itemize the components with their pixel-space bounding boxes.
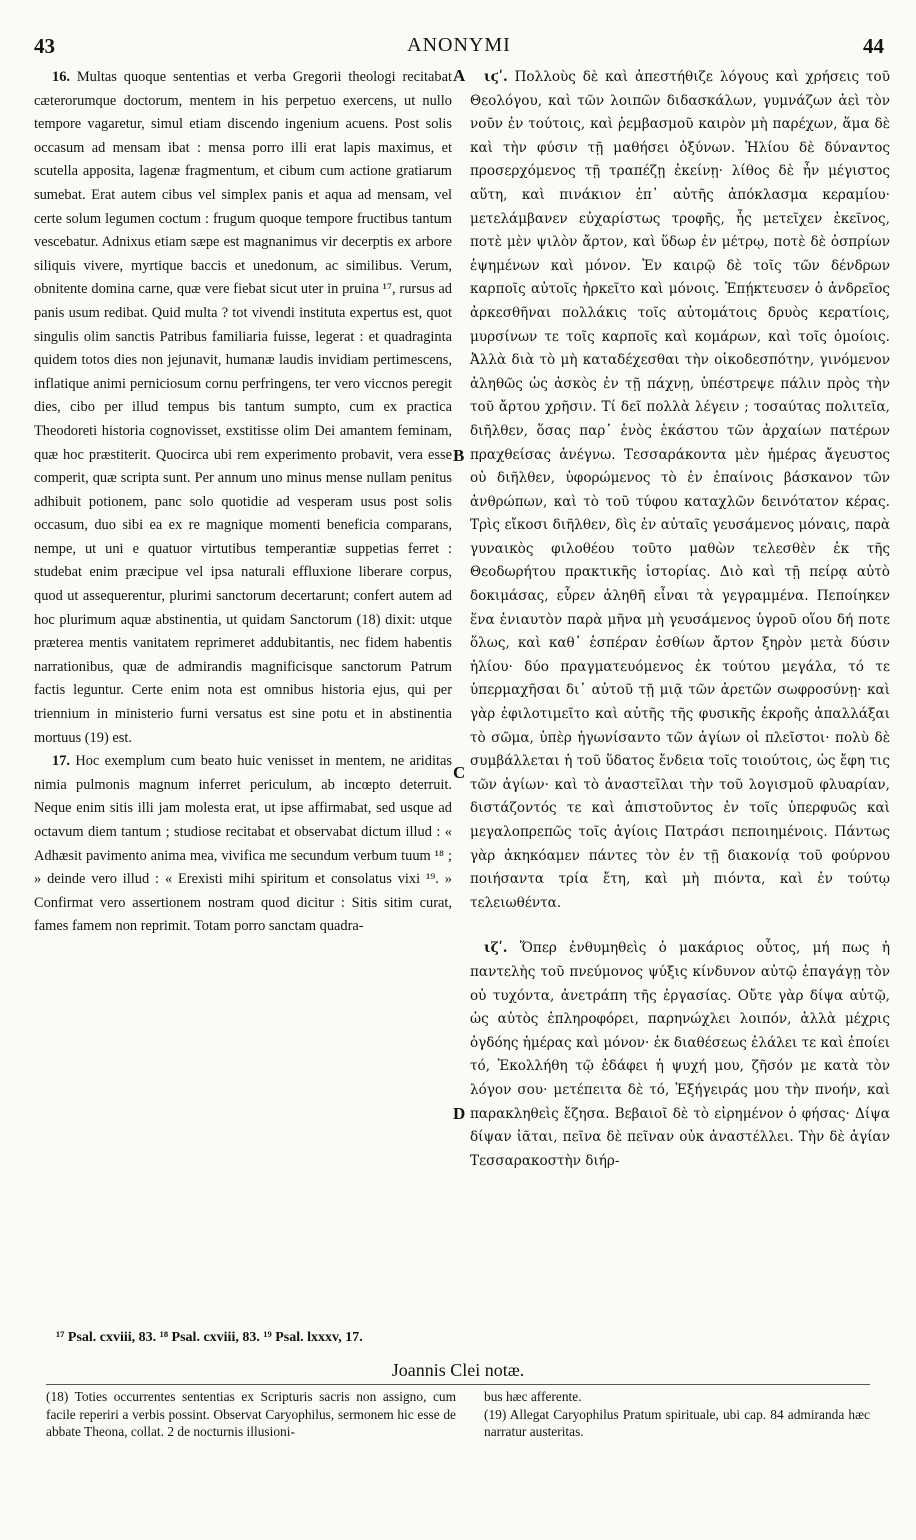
latin-section-number: 16.	[52, 69, 70, 85]
latin-section-17	[34, 750, 452, 939]
page-number-left: 43	[34, 34, 55, 58]
latin-section-number: 17.	[52, 753, 70, 770]
greek-section-number: ιζʹ.	[484, 940, 508, 957]
page-header	[34, 34, 884, 60]
scripture-references: ¹⁷ Psal. cxviii, 83. ¹⁸ Psal. cxviii, 83. ¹⁹ Psal. lxxxv, 17.	[56, 1330, 363, 1345]
margin-letter-a: A	[453, 66, 466, 85]
notes-divider	[46, 1384, 870, 1385]
page-number-right: 44	[863, 34, 884, 58]
note-right-column	[484, 1388, 870, 1441]
greek-section-text: Ὅπερ ἐνθυμηθεὶς ὁ μακάριος οὗτος, μή πως ἡ παντελὴς τοῦ πνεύμονος ψύξις κίνδυνον αὐτῷ ἐπαγάγῃ τὸν οὐ τυχόντα, ἀνετράπη τῆς ἐργασίας. Οὔτε γὰρ δίψα αὐτῷ, ὡς αὐτὸς ἐπληροφόρει, παρηνώχλει λοιπόν, ἀλλὰ μέχρις ὀγδόης ἡμέρας καὶ μόνον· ἐκ διαθέσεως ἐλάλει τε καὶ ἐποίει τό, Ἐκολλήθη τῷ ἐδάφει ἡ ψυχή μου, ζῆσόν με κατὰ τὸν λόγον σου· μετέπειτα δὲ τό, Ἐξήγειράς μου τὴν πνοήν, καὶ παρακληθεὶς ἔζησα. Βεβαιοῖ δὲ τὸ εἰρημένον ὁ φήσας· Δίψα δίψαν ἰᾶται, πεῖνα δὲ πεῖναν οὐκ ἀναστέλλει. Τὴν δὲ ἁγίαν Τεσσαρακοστὴν διήρ-	[470, 940, 890, 1169]
margin-letter-c: C	[453, 763, 466, 782]
greek-section-text: Πολλοὺς δὲ καὶ ἀπεστήθιζε λόγους καὶ χρήσεις τοῦ Θεολόγου, καὶ τῶν λοιπῶν διδασκάλων, γυμνάζων ἀεὶ τὸν νοῦν ἐν τούτοις, καὶ ῥεμβασμοῦ καιρὸν μὴ παρέχων, ἅμα δὲ καὶ τὴν φύσιν τῇ μαθήσει ὀξύνων. Ἡλίου δὲ δύναντος προσερχόμενος τῇ τραπέζῃ ἐκείνῃ· λίθος δὲ ἦν μέγιστος αὕτη, καὶ πινάκιον ἐπ᾽ αὐτῆς ἀπόκλασμα κεραμίου· μετελάμβανεν εὐχαρίστως τροφῆς, ἧς μετεῖχεν ἐκεῖνος, ποτὲ μὲν ψιλὸν ἄρτον, καὶ ὕδωρ ἐν μέτρῳ, ποτὲ δὲ ὀσπρίων ἑψημένων καὶ μόνον. Ἐν καιρῷ δὲ τοῖς τῶν δένδρων καρποῖς αὐτοῖς ἠρκεῖτο καὶ μόνοις. Ἐπῄκτευσεν ὁ ἀνδρεῖος ἀρκεσθῆναι πολλάκις τοῖς αὐτομάτοις δρυὸς κερατίοις, μυρσίνων τε τοῖς καρποῖς καὶ κομάρων, καὶ τοῖς ὁμοίοις. Ἀλλὰ διὰ τὸ μὴ καταδέχεσθαι τὴν οἰκοδεσπότην, γινόμενον ἀληθῶς ὡς ἀσκὸς ἐν τῇ πάχνῃ, ὑπέστρεψε πάλιν πρὸς τὴν τοῦ ἄρτου χρῆσιν. Τί δεῖ πολλὰ λέγειν ; τοσαύτας πολιτεῖα, διῆλθεν, ὅσας παρ᾽ ἑνὸς ἑκάστου τῶν ἀρχαίων πατέρων πραχθείσας ἀνέγνω. Τεσσαράκοντα μὲν ἡμέρας ἄγευστος οὐ διῆλθεν, ὑφορώμενος τὸ ἐν ἐπαίνοις βάσκανον τῶν ἀνθρώπων, καὶ τὸ τοῦ τύφου καταχλῶν δεινότατον κέρας. Τρὶς εἴκοσι διῆλθεν, δὶς ἐν αὐταῖς γευσάμενος μόναις, παρὰ γυναικὸς φιλοθέου τοῦτο μαθὼν τελεσθὲν ἐκ τῆς Θεοδωρήτου πρακτικῆς ἱστορίας. Διὸ καὶ τῇ πείρᾳ αὐτὸ δοκιμάσας, εὗρεν ἀληθῆ εἶναι τὰ γεγραμμένα. Πεποίηκεν ἕνα ἐνιαυτὸν παρὰ μῆνα μὴ γευσάμενος ὑγροῦ οἵου δή ποτε ὅλως, καὶ καθ᾽ ἑσπέραν ἐσθίων ἄρτον ξηρὸν μετὰ δύσιν ἡλίου· δύο πραγματευόμενος ἐκ τούτου μεγάλα, τό τε ὑπερμαχῆσαι δι᾽ αὐτοῦ τῇ μιᾷ τῶν ἀρετῶν σωφροσύνῃ· καὶ γὰρ ἐφιλοτιμεῖτο καὶ αὐτῆς τῆς φυσικῆς ἐκροῆς ἀπαλλάξαι τὸ σῶμα, ὑπὲρ ἠγωνίσαντο τῶν ἁγίων οἱ πλεῖστοι· πολὺ δὲ συμβάλλεται ἡ τοῦ ὕδατος ἔνδεια τοῖς τοιούτοις, ὡς ἔφη τις τῶν ἁγίων· καὶ τὸ ἀναστεῖλαι τὴν τοῦ λογισμοῦ φλυαρίαν, διστάζοντός τε καὶ ἀπιστοῦντος ἐν τοῖς ὑπερφυῶς καὶ μεγαλοπρεπῶς τοῖς ἁγίοις Πατράσι πεποιημένοις. Πάντως γὰρ ἀκηκόαμεν πάντες τὸν ἐν τῇ διακονίᾳ τοῦ φούρνου ποιήσαντα τρία ἔτη, καὶ μὴ πιόντα, καὶ ἐν τούτῳ τελειωθέντα.	[470, 69, 890, 911]
notes-title: Joannis Clei notæ.	[391, 1360, 525, 1380]
running-title: ANONYMI	[407, 34, 511, 56]
greek-column	[470, 66, 890, 1173]
greek-section-number: ιϛʹ.	[484, 69, 508, 85]
note-18-continuation: bus hæc afferente.	[484, 1389, 582, 1404]
margin-letter-d: D	[453, 1104, 466, 1123]
greek-section-17	[470, 937, 890, 1173]
note-18: (18) Toties occurrentes sententias ex Scripturis sacris non assigno, cum facile reperiri a verbis possint. Observat Caryophilus, sermonem hic esse de abbate Theona, collat. 2 de nocturnis illusioni-	[46, 1389, 456, 1439]
latin-section-text: Multas quoque sententias et verba Gregorii theologi recitabat cæterorumque doctorum, mentem in his perpetuo exercens, ut nullo tempore vagaretur, simul etiam discendo ingenium acuens. Post solis occasum ad mensam ibat : mensa porro illi erat lapis maximus, et scutella apposita, lagenæ fragmentum, et cibum cum actione gratiarum sumebat. Erat autem cibus vel simplex panis et aqua ad mensam, vel certe solum legumen coctum : frugum quoque tempore fructibus tantum vescebatur. Adnixus etiam sæpe est magnanimus vir decerptis ex arbore siliquis vivere, myrtique baccis et unedonum, ac similibus. Verum, obnitente domina carne, quæ vere fiebat sicut uter in pruina ¹⁷, rursus ad panis usum redibat. Quid multa ? tot vivendi instituta expertus est, quot singulis olim sanctis Patribus familiaria fuisse, legerat : et quadraginta quidem totos dies non jejunavit, humanæ laudis invidiam pertimescens, inflatique animi perniciosum cornu perfringens, ter vero viccnos peregit dies, cibo per illud tempus bis tantum sumpto, cum ex practica Theodoreti historia cognovisset, exstitisse olim Dei amantem feminam, quæ hoc præstiterit. Quocirca ubi rem experimento probavit, vera esse comperit, quæ scripta sunt. Per annum uno minus mense nullam penitus adhibuit potionem, panc solo quotidie ad vesperam usus post solis occasum, duo sibi ea ex re magnique momenti beneficia comparans, nempe, ut uni e quatuor virtutibus temperantiæ suppetias ferret : studebat enim præcipue vel ipsa naturali effluxione liberare corpus, quod ut assequerentur, plurimi sanctorum decertarunt; confert autem ad hoc plurimum aquæ abstinentia, ut quidam Sanctorum (18) dixit: utque præterea mentis vanitatem reprimeret addubitantis, nec fidem habentis narrationibus, quæ de admirandis magnificisque sanctorum Patrum factis leguntur. Certe enim nota est omnibus historia ejus, qui per triennium in ministerio furni versatus est sine potu et in abstinentia mortuus (19) est.	[34, 69, 452, 746]
note-19: (19) Allegat Caryophilus Pratum spirituale, ubi cap. 84 admiranda hæc narratur austeritas.	[484, 1406, 870, 1439]
latin-section-16	[34, 66, 452, 750]
latin-section-text: Hoc exemplum cum beato huic venisset in mentem, ne ariditas nimia pulmonis magnum inferret periculum, ab incœpto deterruit. Neque enim sitis illi jam molesta erat, ut ipse affirmabat, sed usque ad octavum diem tantum ; studiose recitabat et observabat dictum illud : « Adhæsit pavimento anima mea, vivifica me secundum verbum tuum ¹⁸ ; » deinde vero illud : « Erexisti mihi spiritum et consolatus vixi ¹⁹. » Confirmat vero assertionem nostram quod dicitur : Sitis sitim curat, fames famem non reprimit. Totam porro sanctam quadra-	[34, 753, 452, 935]
latin-column	[34, 66, 452, 939]
margin-letter-b: B	[453, 446, 465, 465]
note-left-column	[46, 1388, 456, 1441]
greek-section-16	[470, 66, 890, 915]
